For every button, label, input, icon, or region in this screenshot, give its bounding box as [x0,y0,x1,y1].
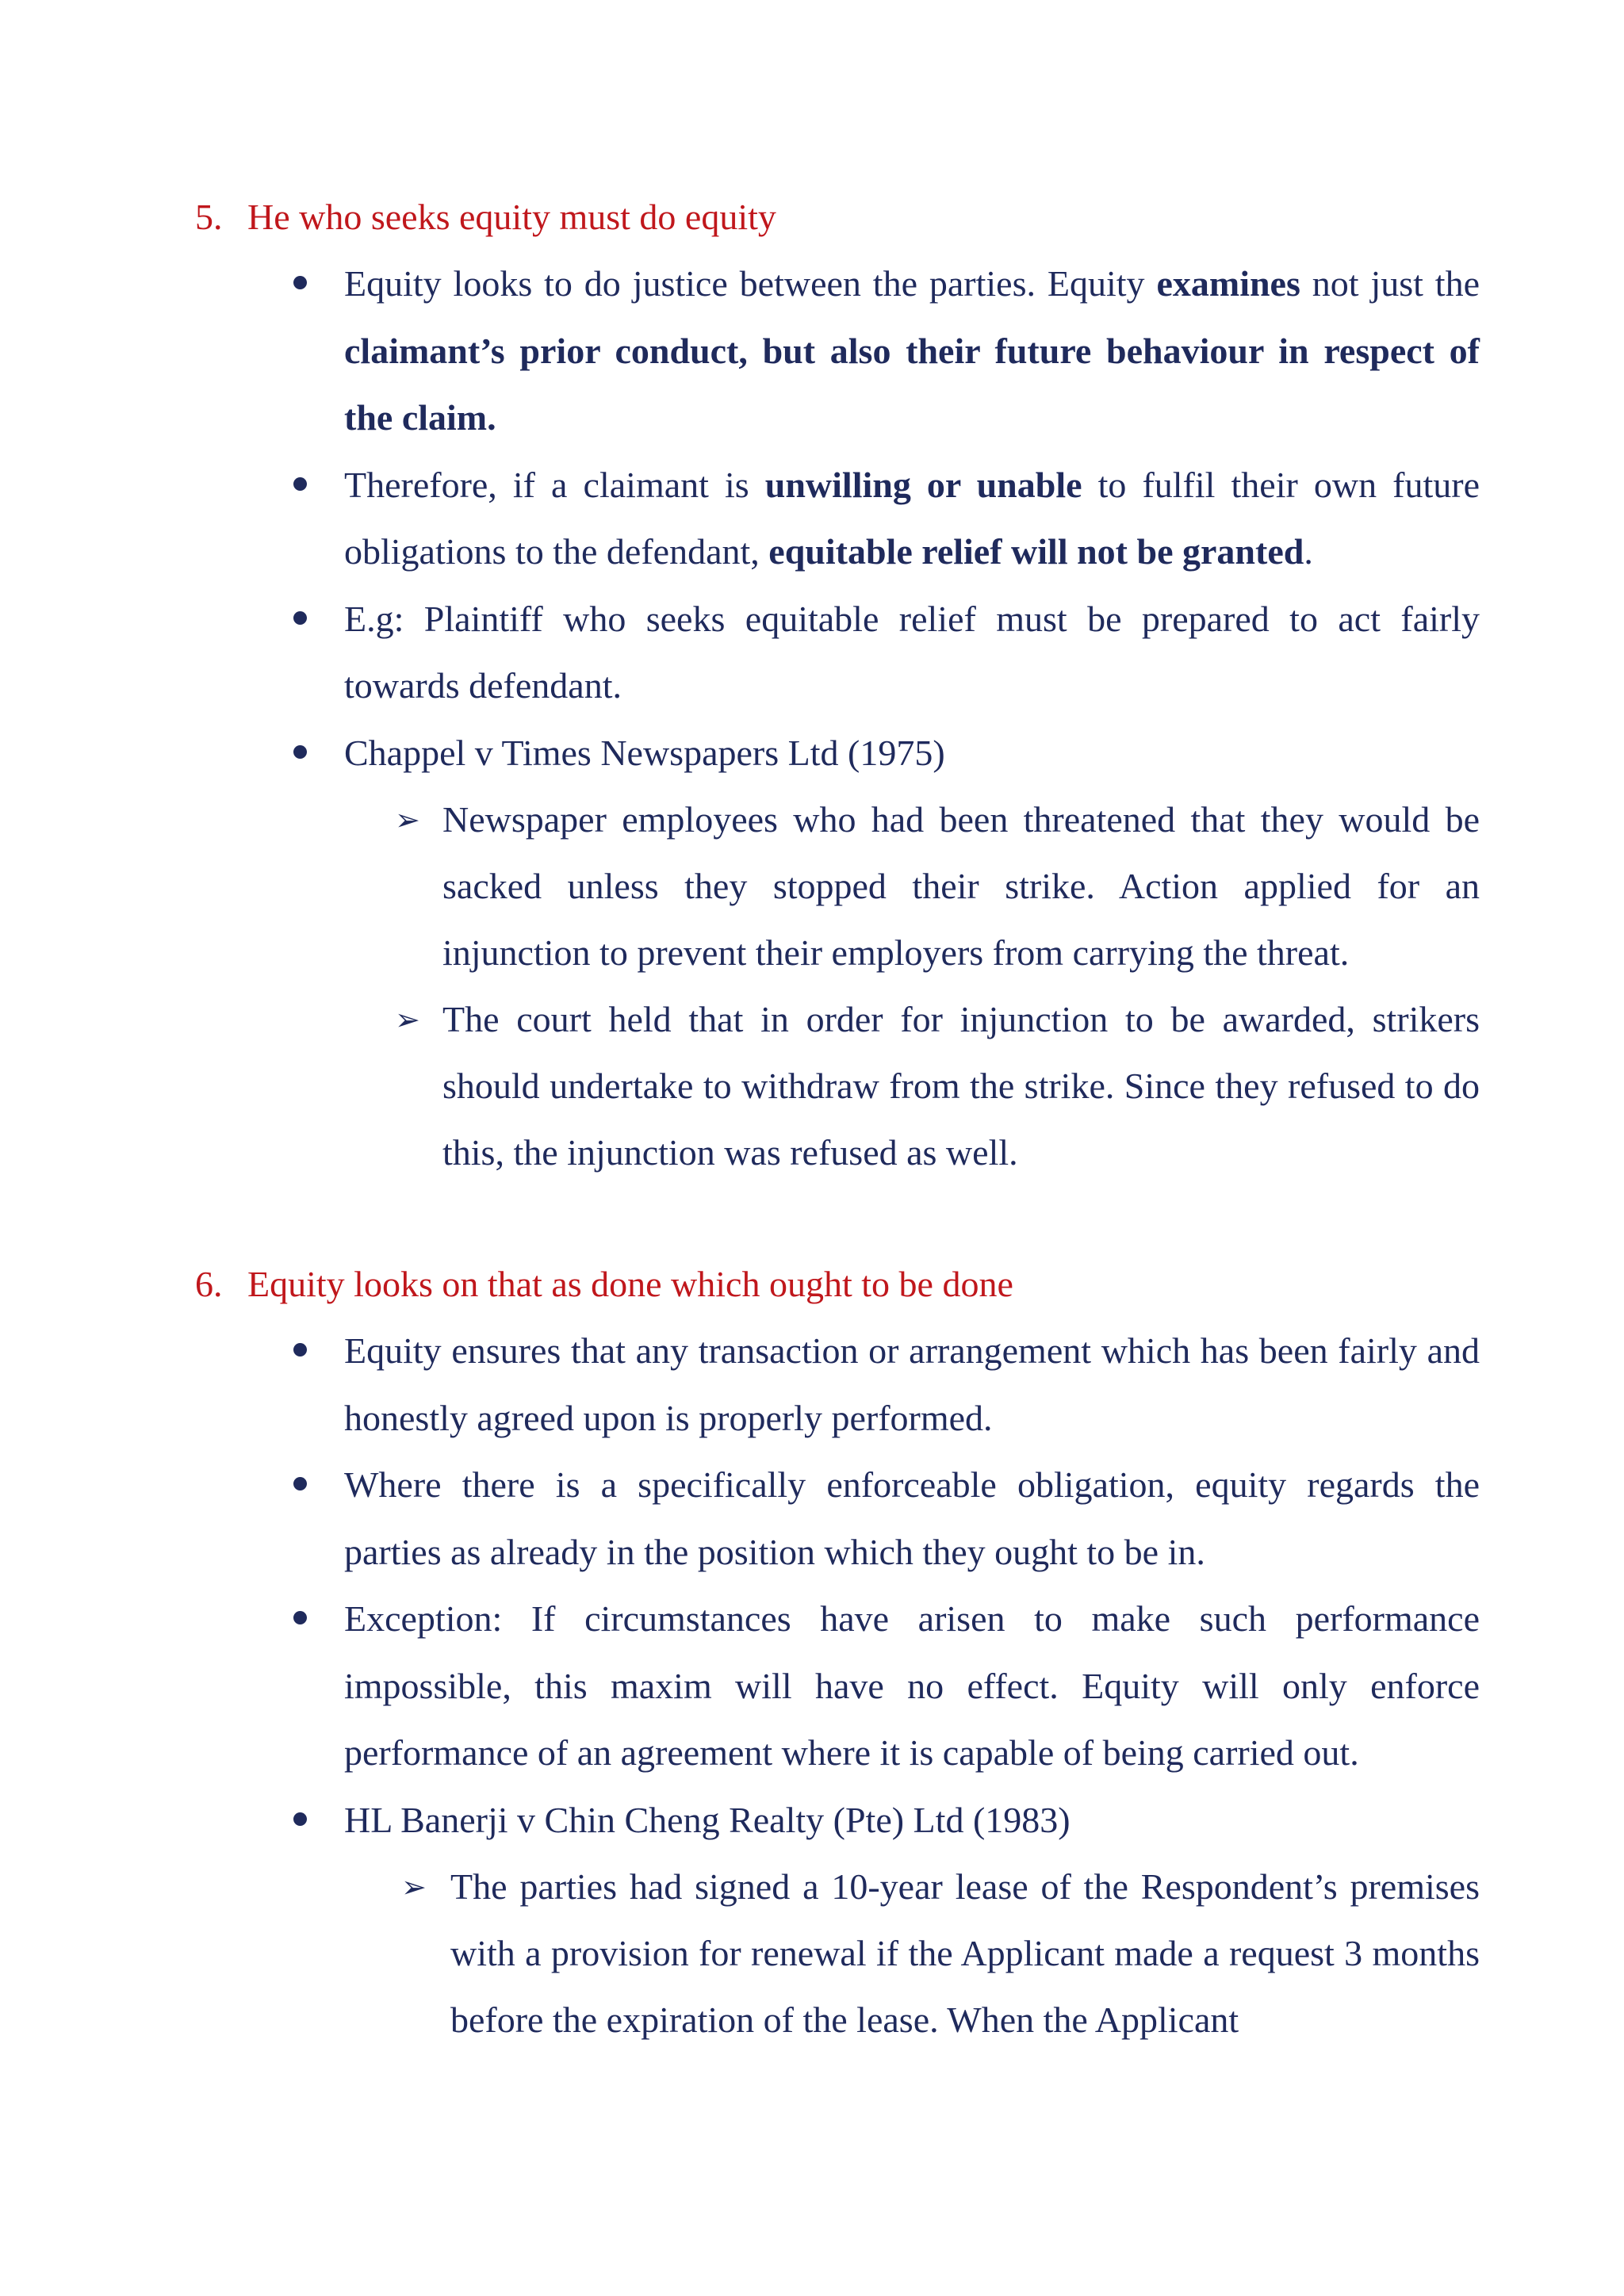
section-6-number: 6. [195,1264,223,1304]
section-5-bullet-4 [195,720,1480,1187]
section-5 [195,184,1480,1186]
text: Therefore, if a claimant is [344,464,765,505]
text: to fulfil their own future obligations to the defendant, [344,464,1480,572]
section-6-heading [195,1251,1480,1318]
bold-text: unwilling or unable [764,464,1082,505]
section-6-sub-bullet-1: ➢ The parties had signed a 10-year lease of the Respondent’s premises with a provision for renewal if the Applicant made a request 3 months before the expiration of the lease. When the Applicant [195,1854,1480,2053]
section-5-bullet-1 [195,251,1480,452]
section-6-sub-bullets [344,1854,1480,2053]
section-5-number: 5. [195,197,223,237]
section-5-sub-bullet-2: ➢ The court held that in order for injunction to be awarded, strikers should undertake to withdraw from the strike. Since they refused to do this, the injunction was refused as well. [195,986,1480,1186]
case-name: Chappel v Times Newspapers Ltd (1975) [344,732,945,773]
text: not just the [1300,263,1480,304]
section-5-sub-bullets [344,786,1480,1186]
section-5-bullet-3: E.g: Plaintiff who seeks equitable relief must be prepared to act fairly towards defendant. [195,586,1480,720]
section-5-bullet-2 [195,452,1480,586]
bold-text: claimant’s prior conduct, but also their future behaviour in respect of the claim. [344,330,1480,438]
section-6-bullets [195,1318,1480,2053]
bold-text: equitable relief will not be granted [768,531,1304,572]
section-5-title: He who seeks equity must do equity [247,197,776,237]
section-5-bullets [195,251,1480,1186]
section-6-bullet-2: Where there is a specifically enforceable obligation, equity regards the parties as already in the position which they ought to be in. [195,1452,1480,1586]
section-5-sub-bullet-1: ➢ Newspaper employees who had been threatened that they would be sacked unless they stopped their strike. Action applied for an injunction to prevent their employers from carrying the threat. [195,786,1480,986]
section-6-title: Equity looks on that as done which ought to be done [247,1264,1013,1304]
bold-text: examines [1156,263,1300,304]
section-6-bullet-4 [195,1787,1480,2054]
section-5-heading [195,184,1480,251]
text: Equity looks to do justice between the parties. Equity [344,263,1157,304]
section-6-bullet-3: Exception: If circumstances have arisen to make such performance impossible, this maxim will have no effect. Equity will only enforce performance of an agreement where it is capable of being carried out. [195,1586,1480,1787]
text: . [1304,531,1313,572]
section-6 [195,1251,1480,2053]
section-6-bullet-1: Equity ensures that any transaction or arrangement which has been fairly and honestly agreed upon is properly performed. [195,1318,1480,1452]
case-name: HL Banerji v Chin Cheng Realty (Pte) Ltd (1983) [344,1799,1071,1840]
